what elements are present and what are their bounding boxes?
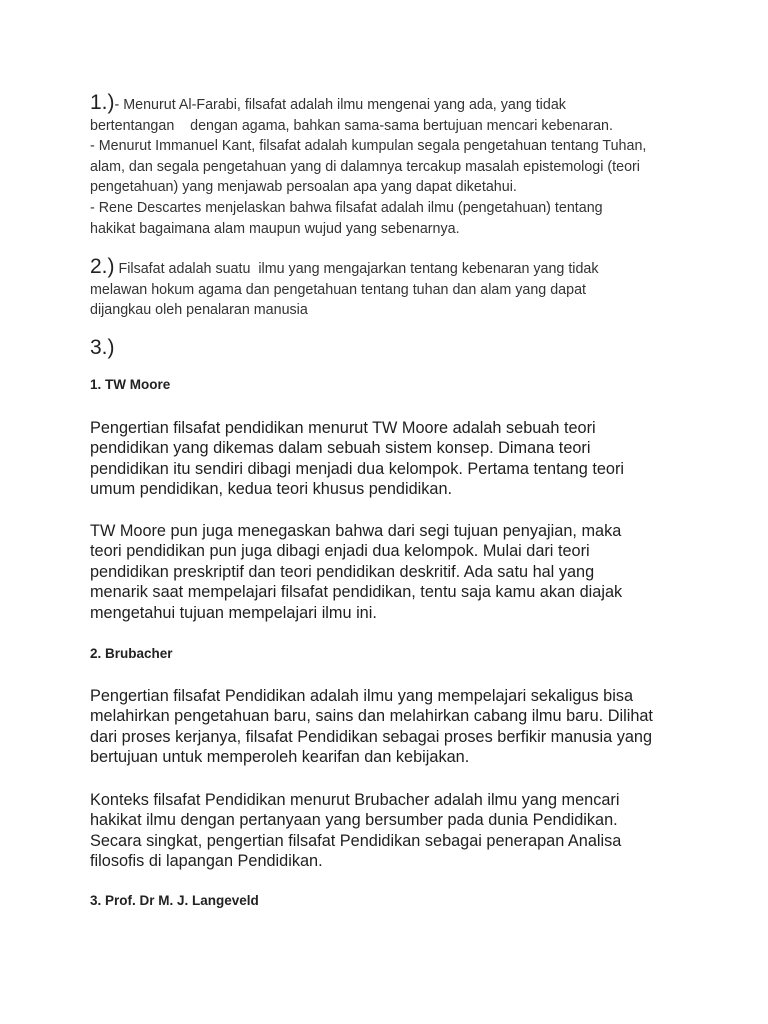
- paragraph-brubacher-2: [90, 790, 621, 872]
- section-1-line-4: alam, dan segala pengetahuan yang di dalamnya tercakup masalah epistemologi (teori: [90, 158, 640, 175]
- heading-brubacher: 2. Brubacher: [90, 646, 173, 661]
- paragraph-tw-moore-2: [90, 521, 622, 623]
- paragraph-line: hakikat ilmu dengan pertanyaan yang bersumber pada dunia Pendidikan.: [90, 811, 618, 830]
- section-2-number: 2.): [90, 255, 115, 278]
- paragraph-line: Pengertian filsafat pendidikan menurut TW Moore adalah sebuah teori: [90, 419, 596, 437]
- paragraph-line: TW Moore pun juga menegaskan bahwa dari segi tujuan penyajian, maka: [90, 522, 622, 540]
- section-1-line-6: - Rene Descartes menjelaskan bahwa filsafat adalah ilmu (pengetahuan) tentang: [90, 199, 603, 216]
- paragraph-line: Konteks filsafat Pendidikan menurut Brubacher adalah ilmu yang mencari: [90, 791, 620, 809]
- section-1-line-5: pengetahuan) yang menjawab persoalan apa yang dapat diketahui.: [90, 179, 517, 196]
- paragraph-brubacher-1: [90, 686, 653, 768]
- paragraph-tw-moore-1: [90, 418, 624, 500]
- paragraph-line: dari proses kerjanya, filsafat Pendidikan sebagai proses berfikir manusia yang: [90, 727, 653, 746]
- paragraph-line: teori pendidikan pun juga dibagi enjadi dua kelompok. Mulai dari teori: [90, 542, 590, 561]
- paragraph-line: bertujuan untuk memperoleh kearifan dan kebijakan.: [90, 748, 470, 767]
- paragraph-line: menarik saat mempelajari filsafat pendidikan, tentu saja kamu akan diajak: [90, 583, 623, 602]
- section-3-number: 3.): [90, 336, 115, 359]
- section-2: [90, 257, 599, 321]
- paragraph-line: filosofis di lapangan Pendidikan.: [90, 852, 323, 871]
- paragraph-line: pendidikan itu sendiri dibagi menjadi dua kelompok. Pertama tentang teori: [90, 459, 624, 478]
- paragraph-line: Secara singkat, pengertian filsafat Pendidikan sebagai penerapan Analisa: [90, 831, 622, 850]
- section-2-line-3: dijangkau oleh penalaran manusia: [90, 302, 308, 319]
- paragraph-line: pendidikan yang dikemas dalam sebuah sistem konsep. Dimana teori: [90, 439, 591, 458]
- section-1-line-2: bertentangan dengan agama, bahkan sama-sama bertujuan mencari kebenaran.: [90, 117, 613, 134]
- section-1-line-1: 1.)- Menurut Al-Farabi, filsafat adalah ilmu mengenai yang ada, yang tidak: [90, 91, 566, 114]
- section-2-line-1: 2.) Filsafat adalah suatu ilmu yang mengajarkan tentang kebenaran yang tidak: [90, 255, 599, 278]
- section-1-line-3: - Menurut Immanuel Kant, filsafat adalah kumpulan segala pengetahuan tentang Tuhan,: [90, 138, 647, 155]
- section-2-line-2: melawan hokum agama dan pengetahuan tentang tuhan dan alam yang dapat: [90, 281, 587, 298]
- paragraph-line: mengetahui tujuan mempelajari ilmu ini.: [90, 603, 377, 622]
- paragraph-line: umum pendidikan, kedua teori khusus pendidikan.: [90, 480, 453, 499]
- paragraph-line: pendidikan preskriptif dan teori pendidikan deskritif. Ada satu hal yang: [90, 562, 595, 581]
- section-1-number: 1.): [90, 91, 115, 114]
- section-1-line-7: hakikat bagaimana alam maupun wujud yang sebenarnya.: [90, 220, 460, 237]
- paragraph-line: Pengertian filsafat Pendidikan adalah ilmu yang mempelajari sekaligus bisa: [90, 687, 634, 705]
- paragraph-line: melahirkan pengetahuan baru, sains dan melahirkan cabang ilmu baru. Dilihat: [90, 707, 653, 726]
- section-1: [90, 93, 646, 239]
- heading-langeveld: 3. Prof. Dr M. J. Langeveld: [90, 893, 259, 908]
- heading-tw-moore: 1. TW Moore: [90, 377, 171, 392]
